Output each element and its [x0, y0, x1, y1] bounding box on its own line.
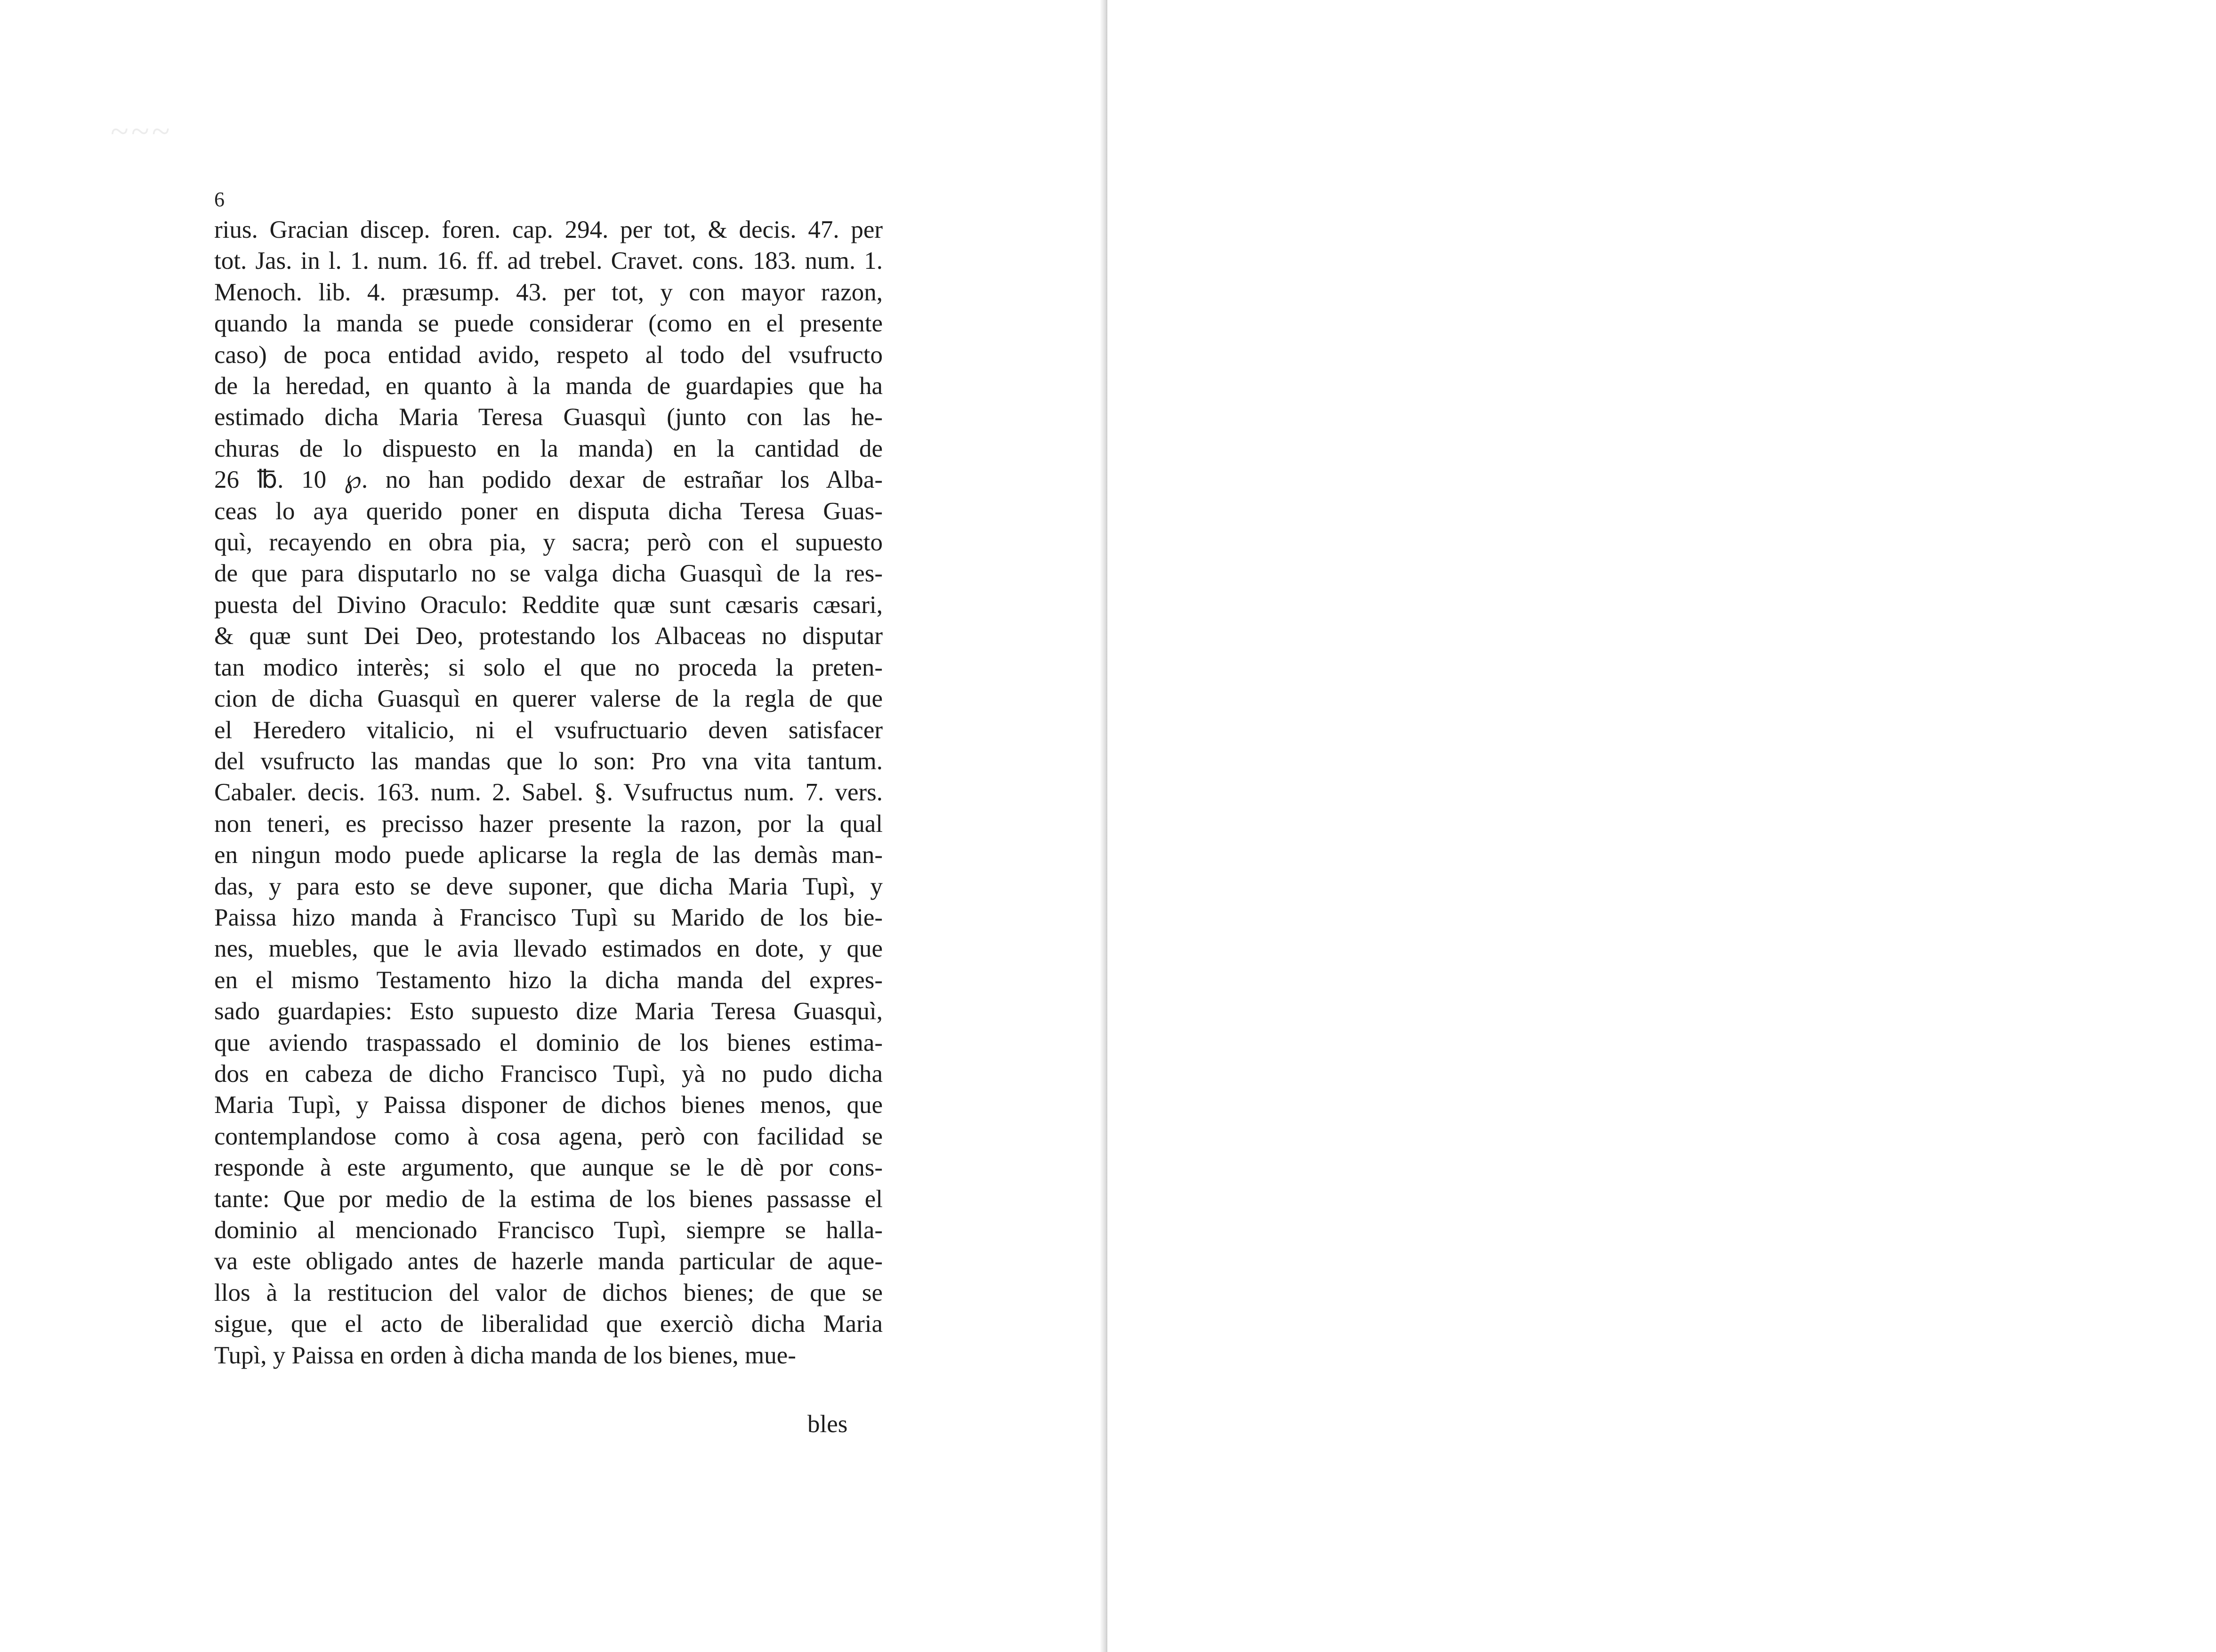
text-line: Maria Tupì, y Paissa disponer de dichos bienes menos, que — [214, 1091, 883, 1119]
text-line: 26 ℔. 10 ℘. no han podido dexar de estrañar los Alba- — [214, 466, 883, 494]
text-line: tan modico interès; si solo el que no proceda la preten- — [214, 653, 883, 681]
text-line: ceas lo aya querido poner en disputa dicha Teresa Guas- — [214, 497, 883, 525]
text-line: de la heredad, en quanto à la manda de guardapies que ha — [214, 372, 883, 400]
left-page-number: 6 — [214, 188, 225, 211]
left-page — [0, 0, 1107, 1652]
right-page — [1107, 0, 2216, 1652]
text-line: tante: Que por medio de la estima de los bienes passasse el — [214, 1185, 883, 1213]
text-line: responde à este argumento, que aunque se le dè por cons- — [214, 1154, 883, 1182]
text-line: en ningun modo puede aplicarse la regla de las demàs man- — [214, 841, 883, 869]
text-line: nes, muebles, que le avia llevado estimados en dote, y que — [214, 935, 883, 963]
text-line: caso) de poca entidad avido, respeto al todo del vsufructo — [214, 341, 883, 369]
text-line: sigue, que el acto de liberalidad que exerciò dicha Maria — [214, 1310, 883, 1338]
text-line: quì, recayendo en obra pia, y sacra; però con el supuesto — [214, 529, 883, 556]
text-line: non teneri, es precisso hazer presente la razon, por la qual — [214, 810, 883, 838]
text-line: Paissa hizo manda à Francisco Tupì su Marido de los bie- — [214, 903, 883, 931]
text-line: churas de lo dispuesto en la manda) en la cantidad de — [214, 435, 883, 462]
text-line: cion de dicha Guasquì en querer valerse de la regla de que — [214, 685, 883, 713]
text-line: & quæ sunt Dei Deo, protestando los Albaceas no disputar — [214, 622, 883, 650]
text-line: quando la manda se puede considerar (como en el presente — [214, 310, 883, 338]
text-line: das, y para esto se deve suponer, que dicha Maria Tupì, y — [214, 872, 883, 900]
text-line: tot. Jas. in l. 1. num. 16. ff. ad trebel. Cravet. cons. 183. num. 1. — [214, 247, 883, 275]
text-line: va este obligado antes de hazerle manda particular de aque- — [214, 1248, 883, 1275]
left-catchword: bles — [807, 1410, 848, 1438]
text-line: llos à la restitucion del valor de dichos bienes; de que se — [214, 1279, 883, 1306]
show-through-marks: ~~~ — [111, 113, 173, 150]
text-line: rius. Gracian discep. foren. cap. 294. per tot, & decis. 47. per — [214, 216, 883, 243]
text-line: que aviendo traspassado el dominio de los bienes estima- — [214, 1029, 883, 1056]
text-line: en el mismo Testamento hizo la dicha manda del expres- — [214, 966, 883, 994]
text-line: el Heredero vitalicio, ni el vsufructuario deven satisfacer — [214, 716, 883, 744]
text-line: Tupì, y Paissa en orden à dicha manda de los bienes, mue- — [214, 1341, 796, 1369]
text-line: puesta del Divino Oraculo: Reddite quæ sunt cæsaris cæsari, — [214, 591, 883, 619]
text-line: dominio al mencionado Francisco Tupì, siempre se halla- — [214, 1217, 883, 1244]
text-line: estimado dicha Maria Teresa Guasquì (junto con las he- — [214, 403, 883, 431]
text-line: Cabaler. decis. 163. num. 2. Sabel. §. Vsufructus num. 7. vers. — [214, 779, 883, 806]
text-line: contemplandose como à cosa agena, però con facilidad se — [214, 1122, 883, 1150]
text-line: dos en cabeza de dicho Francisco Tupì, yà no pudo dicha — [214, 1060, 883, 1088]
text-line: Menoch. lib. 4. præsump. 43. per tot, y con mayor razon, — [214, 278, 883, 306]
text-line: sado guardapies: Esto supuesto dize Maria Teresa Guasquì, — [214, 998, 883, 1025]
text-line: de que para disputarlo no se valga dicha Guasquì de la res- — [214, 560, 883, 588]
left-page-text — [214, 214, 883, 1371]
text-line: del vsufructo las mandas que lo son: Pro vna vita tantum. — [214, 747, 883, 775]
